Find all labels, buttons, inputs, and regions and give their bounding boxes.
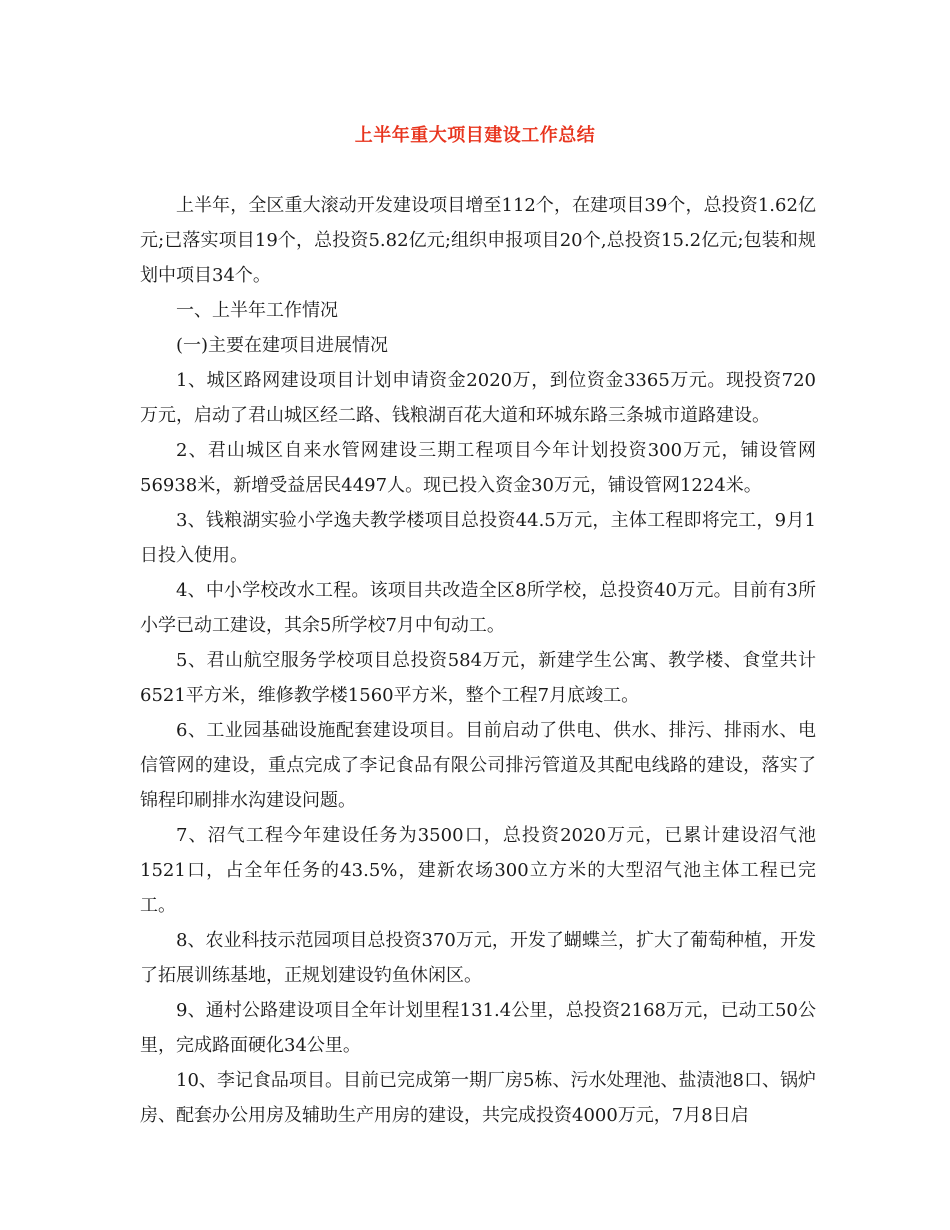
paragraph-item-1: 1、城区路网建设项目计划申请资金2020万，到位资金3365万元。现投资720万元，启动了君山城区经二路、钱粮湖百花大道和环城东路三条城市道路建设。: [140, 370, 816, 426]
paragraph-item-3: 3、钱粮湖实验小学逸夫教学楼项目总投资44.5万元，主体工程即将完工，9月1日投入使用。: [140, 510, 816, 566]
paragraph-item-7: 7、沼气工程今年建设任务为3500口，总投资2020万元，已累计建设沼气池1521口，占全年任务的43.5%，建新农场300立方米的大型沼气池主体工程已完工。: [140, 825, 816, 916]
document-title: 上半年重大项目建设工作总结: [354, 125, 596, 146]
paragraph-item-5: 5、君山航空服务学校项目总投资584万元，新建学生公寓、教学楼、食堂共计6521平方米，维修教学楼1560平方米，整个工程7月底竣工。: [140, 650, 816, 706]
section-heading-1: 一、上半年工作情况: [176, 300, 338, 321]
paragraph-item-8: 8、农业科技示范园项目总投资370万元，开发了蝴蝶兰，扩大了葡萄种植，开发了拓展训练基地，正规划建设钓鱼休闲区。: [140, 930, 816, 986]
paragraph-summary: 上半年，全区重大滚动开发建设项目增至112个，在建项目39个，总投资1.62亿元;已落实项目19个，总投资5.82亿元;组织申报项目20个,总投资15.2亿元;包装和规划中项目34个。: [140, 195, 816, 286]
subsection-heading-1: (一)主要在建项目进展情况: [176, 335, 389, 356]
paragraph-item-6: 6、工业园基础设施配套建设项目。目前启动了供电、供水、排污、排雨水、电信管网的建设，重点完成了李记食品有限公司排污管道及其配电线路的建设，落实了锦程印刷排水沟建设问题。: [140, 720, 816, 811]
document-body: [140, 188, 816, 1133]
paragraph-item-4: 4、中小学校改水工程。该项目共改造全区8所学校，总投资40万元。目前有3所小学已动工建设，其余5所学校7月中旬动工。: [140, 580, 816, 636]
paragraph-item-9: 9、通村公路建设项目全年计划里程131.4公里，总投资2168万元，已动工50公里，完成路面硬化34公里。: [140, 1000, 816, 1056]
paragraph-item-2: 2、君山城区自来水管网建设三期工程项目今年计划投资300万元，铺设管网56938米，新增受益居民4497人。现已投入资金30万元，铺设管网1224米。: [140, 440, 816, 496]
paragraph-item-10: 10、李记食品项目。目前已完成第一期厂房5栋、污水处理池、盐渍池8口、锅炉房、配套办公用房及辅助生产用房的建设，共完成投资4000万元，7月8日启: [140, 1070, 816, 1126]
